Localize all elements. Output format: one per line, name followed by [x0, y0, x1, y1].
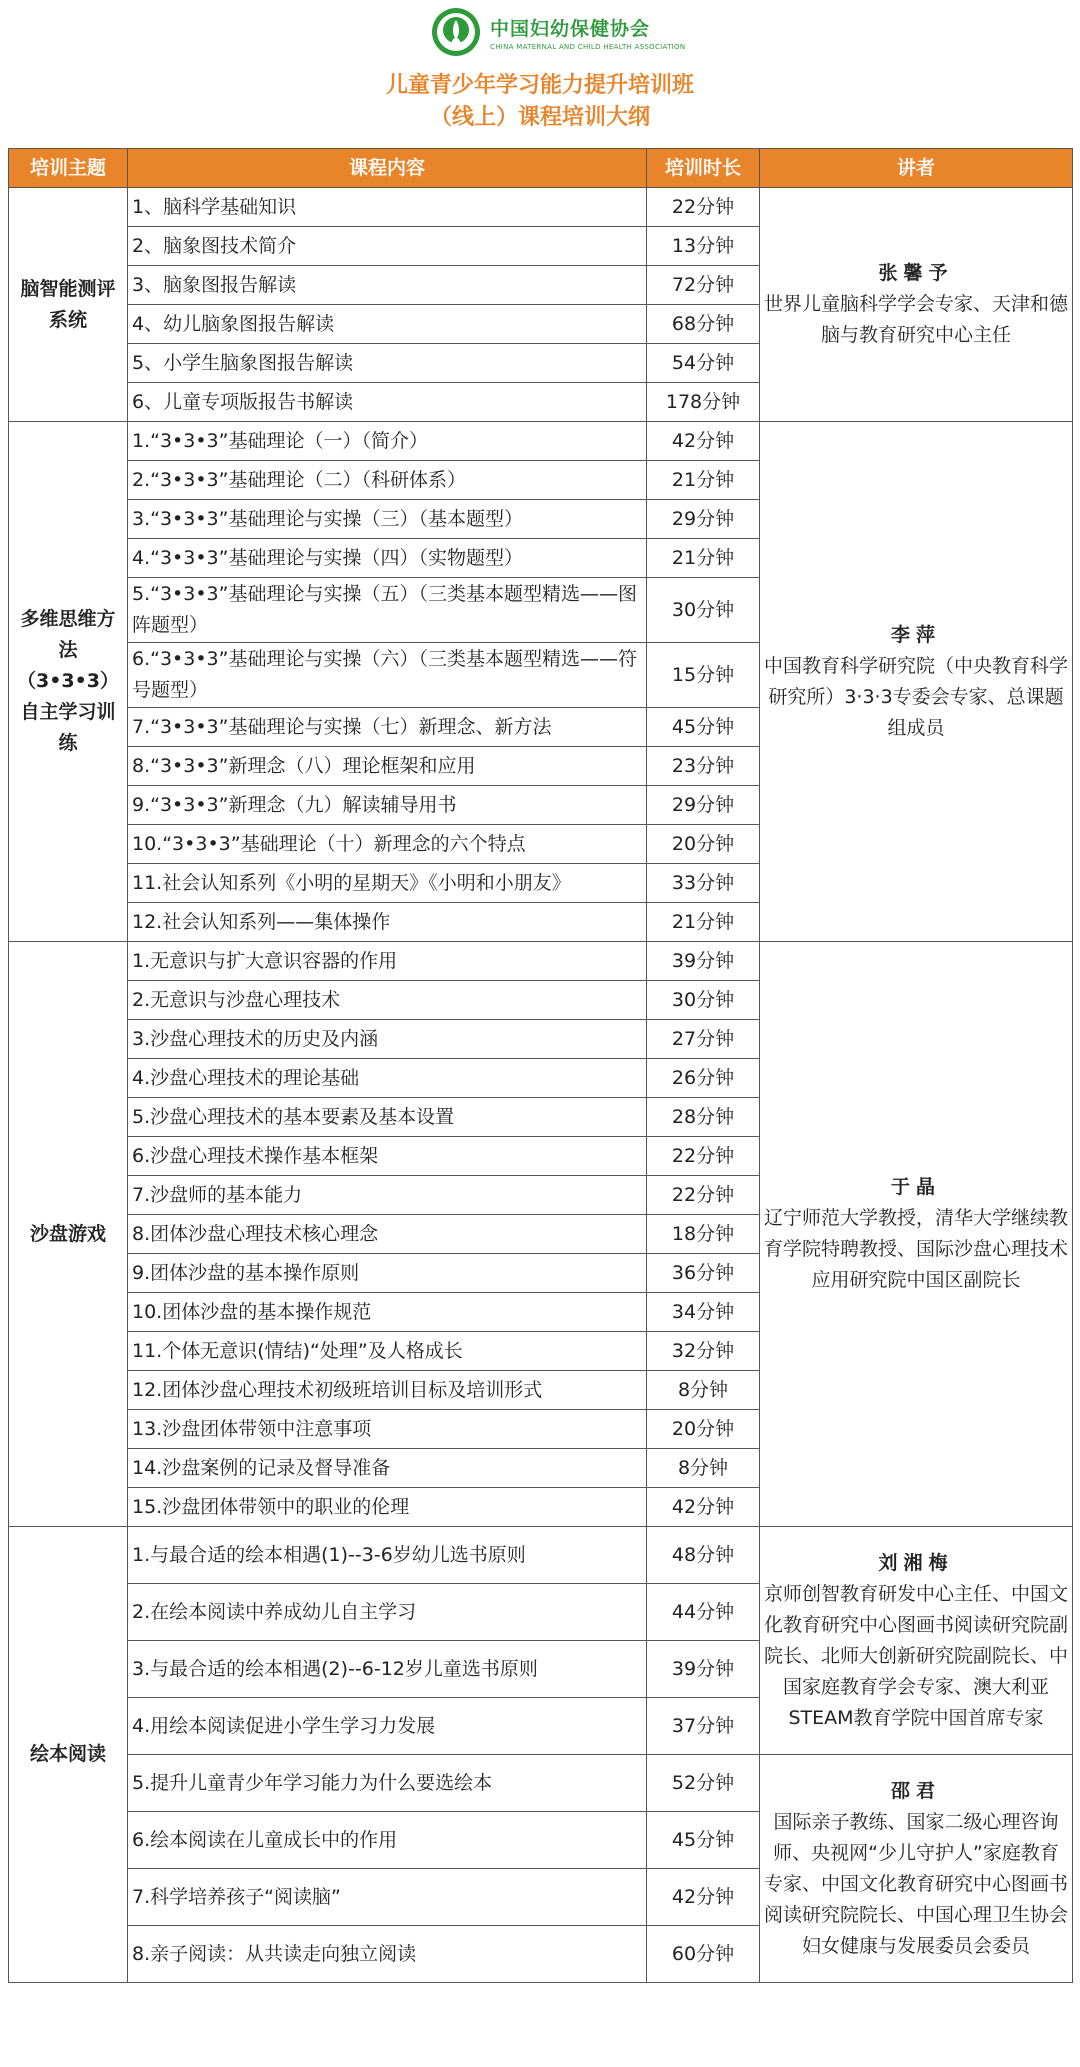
course-duration: 22分钟	[647, 1176, 760, 1215]
course-duration: 21分钟	[647, 461, 760, 500]
course-duration: 48分钟	[647, 1527, 760, 1584]
speaker-name: 张馨予	[878, 262, 954, 284]
course-content: 5.沙盘心理技术的基本要素及基本设置	[128, 1098, 647, 1137]
course-content: 13.沙盘团体带领中注意事项	[128, 1410, 647, 1449]
course-content: 6.“3•3•3”基础理论与实操（六）（三类基本题型精选——符号题型）	[128, 643, 647, 708]
course-content: 2.无意识与沙盘心理技术	[128, 981, 647, 1020]
speaker-name: 刘湘梅	[878, 1551, 954, 1574]
course-duration: 8分钟	[647, 1371, 760, 1410]
speaker-bio: 世界儿童脑科学学会专家、天津和德脑与教育研究中心主任	[764, 293, 1069, 346]
table-header-row	[9, 149, 1073, 188]
course-duration: 60分钟	[647, 1926, 760, 1983]
course-duration: 68分钟	[647, 305, 760, 344]
course-content: 3.沙盘心理技术的历史及内涵	[128, 1020, 647, 1059]
course-content: 5.提升儿童青少年学习能力为什么要选绘本	[128, 1755, 647, 1812]
course-content: 6.绘本阅读在儿童成长中的作用	[128, 1812, 647, 1869]
page-title: 儿童青少年学习能力提升培训班	[385, 73, 694, 98]
course-duration: 30分钟	[647, 981, 760, 1020]
course-content: 1、脑科学基础知识	[128, 188, 647, 227]
course-content: 5.“3•3•3”基础理论与实操（五）（三类基本题型精选——图阵题型）	[128, 578, 647, 643]
course-duration: 42分钟	[647, 422, 760, 461]
speaker-bio: 中国教育科学研究院（中央教育科学研究所）3·3·3专委会专家、总课题组成员	[764, 654, 1069, 739]
course-duration: 39分钟	[647, 1641, 760, 1698]
course-content: 7.“3•3•3”基础理论与实操（七）新理念、新方法	[128, 708, 647, 747]
course-duration: 20分钟	[647, 825, 760, 864]
course-duration: 22分钟	[647, 188, 760, 227]
course-duration: 37分钟	[647, 1698, 760, 1755]
section-topic: 脑智能测评系统	[9, 188, 128, 422]
course-duration: 13分钟	[647, 227, 760, 266]
header-speaker: 讲者	[760, 149, 1073, 188]
course-duration: 21分钟	[647, 539, 760, 578]
course-content: 6、儿童专项版报告书解读	[128, 383, 647, 422]
course-content: 5、小学生脑象图报告解读	[128, 344, 647, 383]
table-row	[9, 188, 1073, 227]
course-content: 8.团体沙盘心理技术核心理念	[128, 1215, 647, 1254]
course-content: 3.与最合适的绘本相遇(2)--6-12岁儿童选书原则	[128, 1641, 647, 1698]
course-duration: 18分钟	[647, 1215, 760, 1254]
course-duration: 21分钟	[647, 903, 760, 942]
section-topic: 绘本阅读	[9, 1527, 128, 1983]
course-content: 2.“3•3•3”基础理论（二）（科研体系）	[128, 461, 647, 500]
course-content: 4、幼儿脑象图报告解读	[128, 305, 647, 344]
course-duration: 26分钟	[647, 1059, 760, 1098]
course-outline-table	[8, 148, 1073, 1983]
course-duration: 8分钟	[647, 1449, 760, 1488]
course-content: 4.沙盘心理技术的理论基础	[128, 1059, 647, 1098]
page-header	[0, 0, 1080, 140]
course-content: 11.社会认知系列《小明的星期天》《小明和小朋友》	[128, 864, 647, 903]
course-duration: 39分钟	[647, 942, 760, 981]
speaker-bio: 辽宁师范大学教授，清华大学继续教育学院特聘教授、国际沙盘心理技术应用研究院中国区副院长	[764, 1207, 1069, 1291]
table-row	[9, 422, 1073, 461]
speaker-bio: 国际亲子教练、国家二级心理咨询师、央视网“少儿守护人”家庭教育专家、中国文化教育研究中心图画书阅读研究院院长、中国心理卫生协会妇女健康与发展委员会委员	[764, 1810, 1069, 1957]
table-row	[9, 942, 1073, 981]
header-topic: 培训主题	[9, 149, 128, 188]
speaker-cell	[760, 1527, 1073, 1755]
course-duration: 34分钟	[647, 1293, 760, 1332]
course-duration: 32分钟	[647, 1332, 760, 1371]
speaker-name: 邵君	[890, 1779, 941, 1802]
table-row	[9, 1527, 1073, 1584]
course-content: 15.沙盘团体带领中的职业的伦理	[128, 1488, 647, 1527]
course-content: 10.“3•3•3”基础理论（十）新理念的六个特点	[128, 825, 647, 864]
course-content: 2、脑象图技术简介	[128, 227, 647, 266]
course-content: 1.“3•3•3”基础理论（一）（简介）	[128, 422, 647, 461]
course-duration: 27分钟	[647, 1020, 760, 1059]
course-duration: 33分钟	[647, 864, 760, 903]
speaker-name: 李萍	[890, 623, 941, 646]
org-name: 中国妇幼保健协会	[490, 17, 651, 40]
org-name-en: CHINA MATERNAL AND CHILD HEALTH ASSOCIATION	[490, 42, 686, 51]
course-content: 12.团体沙盘心理技术初级班培训目标及培训形式	[128, 1371, 647, 1410]
course-duration: 52分钟	[647, 1755, 760, 1812]
course-content: 7.沙盘师的基本能力	[128, 1176, 647, 1215]
course-content: 11.个体无意识(情结)“处理”及人格成长	[128, 1332, 647, 1371]
speaker-name: 于晶	[890, 1176, 941, 1198]
course-content: 1.与最合适的绘本相遇(1)--3-6岁幼儿选书原则	[128, 1527, 647, 1584]
course-content: 3.“3•3•3”基础理论与实操（三）（基本题型）	[128, 500, 647, 539]
course-content: 2.在绘本阅读中养成幼儿自主学习	[128, 1584, 647, 1641]
course-content: 8.“3•3•3”新理念（八）理论框架和应用	[128, 747, 647, 786]
course-content: 9.“3•3•3”新理念（九）解读辅导用书	[128, 786, 647, 825]
speaker-cell	[760, 188, 1073, 422]
course-content: 10.团体沙盘的基本操作规范	[128, 1293, 647, 1332]
course-duration: 23分钟	[647, 747, 760, 786]
header-duration: 培训时长	[647, 149, 760, 188]
course-duration: 44分钟	[647, 1584, 760, 1641]
course-content: 14.沙盘案例的记录及督导准备	[128, 1449, 647, 1488]
course-duration: 28分钟	[647, 1098, 760, 1137]
course-duration: 22分钟	[647, 1137, 760, 1176]
course-duration: 45分钟	[647, 708, 760, 747]
course-duration: 36分钟	[647, 1254, 760, 1293]
org-emblem-icon	[430, 6, 482, 58]
course-duration: 29分钟	[647, 500, 760, 539]
speaker-cell	[760, 422, 1073, 942]
course-duration: 20分钟	[647, 1410, 760, 1449]
course-duration: 42分钟	[647, 1488, 760, 1527]
org-logo	[430, 6, 685, 58]
course-content: 12.社会认知系列——集体操作	[128, 903, 647, 942]
course-content: 3、脑象图报告解读	[128, 266, 647, 305]
speaker-cell	[760, 942, 1073, 1527]
course-duration: 72分钟	[647, 266, 760, 305]
course-content: 6.沙盘心理技术操作基本框架	[128, 1137, 647, 1176]
section-topic: 沙盘游戏	[9, 942, 128, 1527]
speaker-bio: 京师创智教育研发中心主任、中国文化教育研究中心图画书阅读研究院副院长、北师大创新研究院副院长、中国家庭教育学会专家、澳大利亚STEAM教育学院中国首席专家	[764, 1582, 1069, 1729]
course-duration: 42分钟	[647, 1869, 760, 1926]
course-content: 4.“3•3•3”基础理论与实操（四）（实物题型）	[128, 539, 647, 578]
course-duration: 30分钟	[647, 578, 760, 643]
course-content: 8.亲子阅读：从共读走向独立阅读	[128, 1926, 647, 1983]
course-content: 1.无意识与扩大意识容器的作用	[128, 942, 647, 981]
course-duration: 45分钟	[647, 1812, 760, 1869]
section-topic: 多维思维方法（3•3•3）自主学习训练	[9, 422, 128, 942]
header-content: 课程内容	[128, 149, 647, 188]
course-duration: 15分钟	[647, 643, 760, 708]
course-content: 9.团体沙盘的基本操作原则	[128, 1254, 647, 1293]
page-subtitle: （线上）课程培训大纲	[429, 105, 650, 130]
speaker-cell	[760, 1755, 1073, 1983]
course-duration: 29分钟	[647, 786, 760, 825]
course-content: 4.用绘本阅读促进小学生学习力发展	[128, 1698, 647, 1755]
course-duration: 178分钟	[647, 383, 760, 422]
table-row	[9, 1755, 1073, 1812]
course-content: 7.科学培养孩子“阅读脑”	[128, 1869, 647, 1926]
course-duration: 54分钟	[647, 344, 760, 383]
